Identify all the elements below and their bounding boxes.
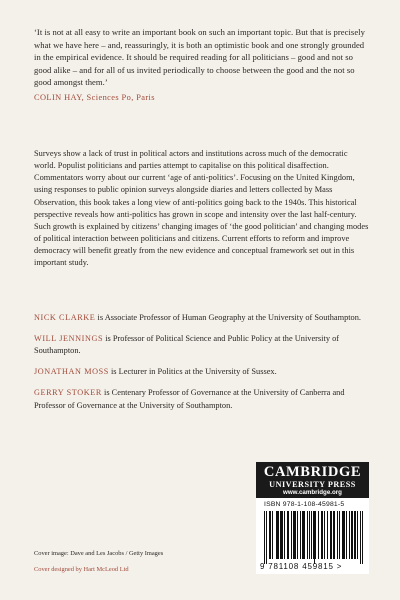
barcode-bar — [264, 511, 265, 564]
author-bio-text: is Associate Professor of Human Geography at the University of Southampton. — [95, 313, 361, 322]
barcode-bar — [346, 511, 347, 559]
quote-attribution: COLIN HAY, Sciences Po, Paris — [34, 92, 155, 102]
barcode-bar — [278, 511, 279, 559]
cover-designer-credit: Cover designed by Hart McLeod Ltd — [34, 566, 129, 573]
barcode-bar — [307, 511, 308, 559]
publisher-logo — [256, 462, 369, 500]
endorsement-quote — [34, 26, 369, 105]
barcode-bar — [334, 511, 335, 559]
barcode-bar — [297, 511, 298, 559]
barcode-bar — [300, 511, 301, 559]
barcode-bar — [266, 511, 267, 564]
barcode-bar — [295, 511, 296, 559]
author-bio-text: is Centenary Professor of Governance at the University of Canberra and Professor of Governance at the University of Southampton. — [34, 388, 345, 410]
author-name: WILL JENNINGS — [34, 333, 104, 343]
isbn-label: ISBN 978-1-108-45981-5 — [264, 501, 345, 508]
author-bio — [34, 312, 369, 324]
ean-digits: 9 781108 459815 > — [260, 562, 343, 571]
author-bio — [34, 366, 369, 378]
barcode-bar — [309, 511, 310, 559]
barcode-bar — [304, 511, 305, 559]
barcode-bar — [344, 511, 345, 559]
barcode-bar — [318, 511, 319, 559]
barcode-bar — [291, 511, 292, 559]
quote-text: ‘It is not at all easy to write an important book on such an important topic. But that is precisely what we have here – and, reassuringly, it is both an optimistic book and one strongly grounded in the empirical evidence. It should be required reading for all politicians – good and not so good alike – and for all of us invited periodically to choose between the good and the not so good amongst them.’ — [34, 27, 365, 88]
barcode-bar — [354, 511, 355, 559]
book-blurb: Surveys show a lack of trust in political actors and institutions across much of the democratic world. Populist politicians and parties attempt to capitalise on this political disaffection. Commentators worry about our current ‘age of anti-politics’. Focusing on the United Kingdom, using responses to public opinion surveys alongside diaries and letters collected by Mass Observation, this book takes a long view of anti-politics going back to the 1940s. This historical perspective reveals how anti-politics has grown in scope and intensity over the last half-century. Such growth is explained by citizens’ changing images of ‘the good politician’ and changing modes of political interaction between politicians and citizens. Current efforts to reform and improve democracy will benefit greatly from the new evidence and conceptual framework set out in this important study. — [34, 149, 369, 268]
barcode-bar — [327, 511, 328, 559]
author-bio — [34, 387, 369, 412]
barcode-bar — [331, 511, 332, 559]
author-name: JONATHAN MOSS — [34, 367, 109, 377]
publisher-name: CAMBRIDGE — [263, 464, 362, 480]
barcode-bar — [322, 511, 323, 559]
isbn-barcode — [256, 498, 369, 574]
barcode-bar — [362, 511, 363, 564]
barcode-bars — [264, 511, 362, 559]
barcode-bar — [339, 511, 340, 559]
barcode-bar — [284, 511, 285, 559]
barcode-bar — [272, 511, 273, 559]
barcode-bar — [337, 511, 338, 559]
author-bio-text: is Lecturer in Politics at the University of Sussex. — [108, 367, 277, 377]
barcode-bar — [311, 511, 312, 559]
barcode-bar — [349, 511, 350, 559]
publisher-url: www.cambridge.org — [283, 489, 342, 496]
barcode-bar — [315, 511, 316, 559]
barcode-bar — [324, 511, 325, 559]
author-bio-text: is Professor of Political Science and Public Policy at the University of Southampton. — [34, 333, 340, 356]
barcode-bar — [352, 511, 353, 559]
author-name: NICK CLARKE — [34, 313, 96, 322]
cover-credits — [34, 546, 234, 578]
cover-image-credit: Cover image: Dave and Les Jacobs / Getty Images — [34, 550, 164, 557]
author-bios — [34, 312, 369, 420]
barcode-bar — [270, 511, 271, 559]
author-bio — [34, 333, 369, 358]
author-name: GERRY STOKER — [34, 388, 102, 398]
barcode-bar — [360, 511, 361, 564]
barcode-bar — [288, 511, 289, 559]
publisher-subtitle: UNIVERSITY PRESS — [269, 480, 356, 489]
barcode-bar — [282, 511, 283, 559]
barcode-bar — [357, 511, 358, 559]
